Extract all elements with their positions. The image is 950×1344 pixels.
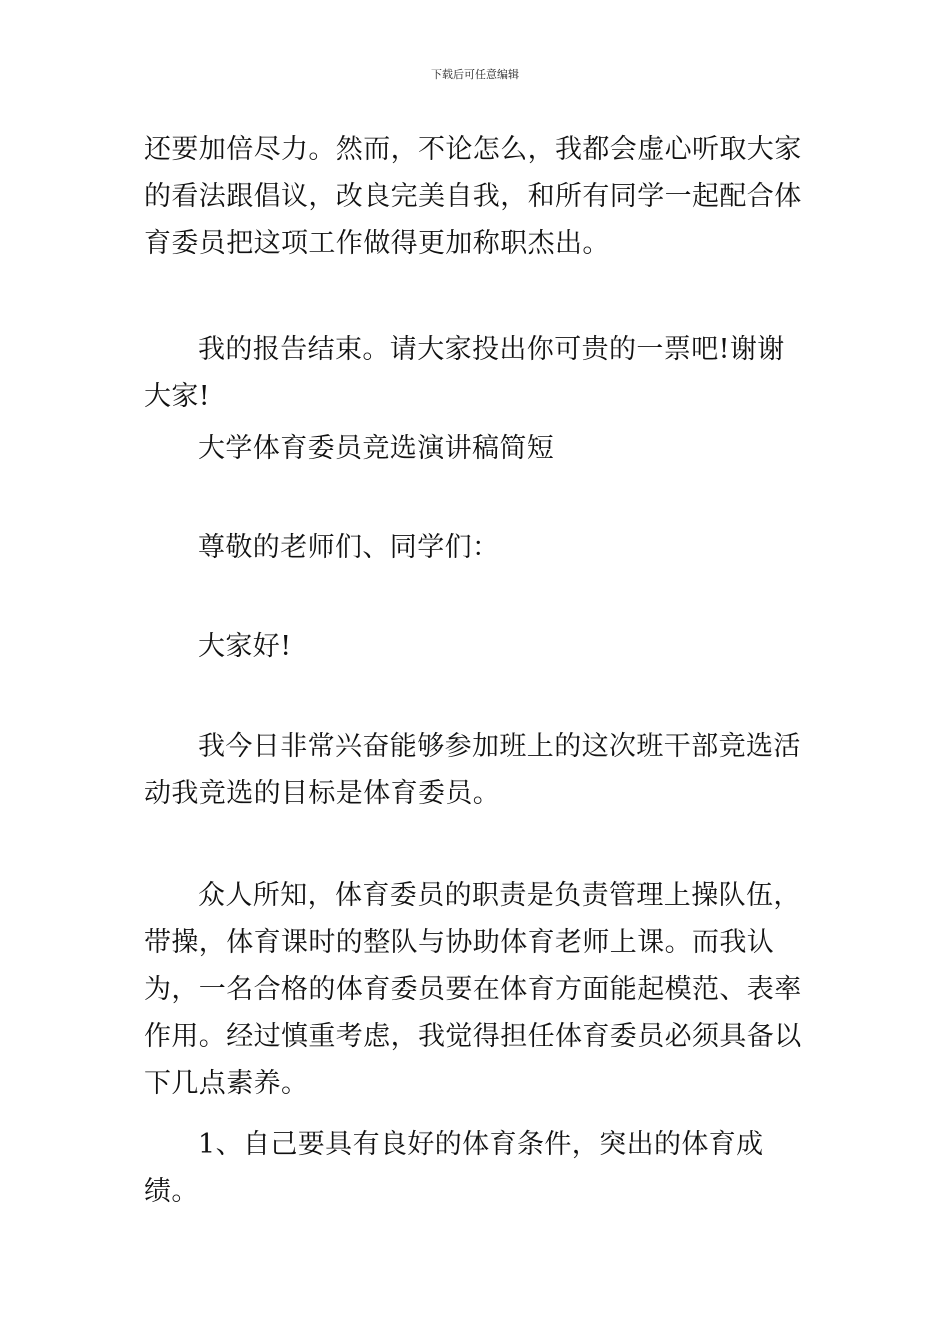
list-item-text: 1、自己要具有良好的体育条件，突出的体育成绩。	[144, 1129, 764, 1207]
greeting	[144, 623, 810, 670]
paragraph-text: 我的报告结束。请大家投出你可贵的一票吧!谢谢大家!	[144, 334, 785, 412]
greeting-text: 大家好!	[198, 631, 292, 662]
paragraph-text: 还要加倍尽力。然而，不论怎么，我都会虚心听取大家的看法跟倡议，改良完美自我，和所有同学一起配合体育委员把这项工作做得更加称职杰出。	[144, 134, 802, 259]
list-item-1	[144, 1121, 810, 1215]
paragraph-intro	[144, 723, 810, 817]
paragraph-text: 我今日非常兴奋能够参加班上的这次班干部竞选活动我竞选的目标是体育委员。	[144, 731, 801, 809]
paragraph-closing	[144, 326, 810, 420]
paragraph-continuation	[144, 126, 810, 267]
paragraph-duties	[144, 872, 810, 1107]
section-title	[144, 425, 810, 472]
salutation	[144, 524, 810, 571]
salutation-text: 尊敬的老师们、同学们：	[198, 532, 500, 563]
paragraph-text: 众人所知，体育委员的职责是负责管理上操队伍，带操，体育课时的整队与协助体育老师上课。而我认为，一名合格的体育委员要在体育方面能起模范、表率作用。经过慎重考虑，我觉得担任体育委员必须具备以下几点素养。	[144, 880, 802, 1099]
section-title-text: 大学体育委员竞选演讲稿简短	[198, 433, 555, 464]
header-note: 下载后可任意编辑	[431, 68, 519, 81]
